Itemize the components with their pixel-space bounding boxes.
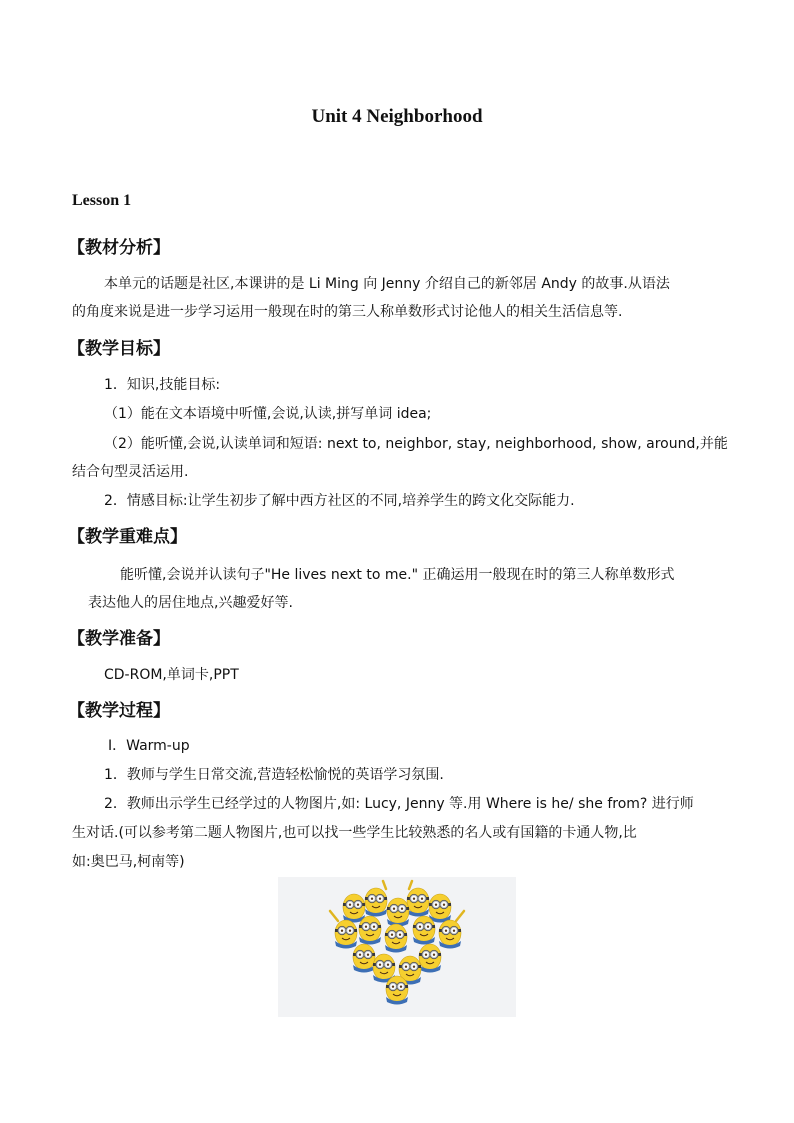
paragraph-line: （1）能在文本语境中听懂,会说,认读,拼写单词 idea; — [104, 406, 432, 422]
page-title: Unit 4 Neighborhood — [311, 106, 483, 127]
paragraph-line: 1．教师与学生日常交流,营造轻松愉悦的英语学习氛围. — [104, 767, 444, 783]
paragraph-line: （2）能听懂,会说,认读单词和短语: next to, neighbor, stay, neighborhood, show, around,并能 — [104, 436, 728, 452]
paragraph-line: 结合句型灵活运用. — [72, 464, 189, 480]
section-heading-preparation: 【教学准备】 — [68, 629, 170, 649]
paragraph-line: 能听懂,会说并认读句子"He lives next to me." 正确运用一般现在时的第三人称单数形式 — [120, 567, 675, 583]
paragraph-line: 本单元的话题是社区,本课讲的是 Li Ming 向 Jenny 介绍自己的新邻居 Andy 的故事.从语法 — [104, 276, 670, 292]
paragraph-line: Ⅰ．Warm-up — [108, 738, 190, 754]
paragraph-line: 表达他人的居住地点,兴趣爱好等. — [88, 595, 293, 611]
minions-illustration — [278, 877, 516, 1017]
section-heading-process: 【教学过程】 — [68, 701, 170, 721]
paragraph-line: CD-ROM,单词卡,PPT — [104, 667, 239, 683]
paragraph-line: 2．情感目标:让学生初步了解中西方社区的不同,培养学生的跨文化交际能力. — [104, 493, 575, 509]
section-heading-key-points: 【教学重难点】 — [68, 527, 187, 547]
section-heading-analysis: 【教材分析】 — [68, 238, 170, 258]
lesson-heading: Lesson 1 — [72, 192, 132, 209]
paragraph-line: 2．教师出示学生已经学过的人物图片,如: Lucy, Jenny 等.用 Where is he/ she from? 进行师 — [104, 796, 694, 812]
section-heading-objectives: 【教学目标】 — [68, 339, 170, 359]
minions-heart-icon — [278, 877, 516, 1017]
paragraph-line: 生对话.(可以参考第二题人物图片,也可以找一些学生比较熟悉的名人或有国籍的卡通人物,比 — [72, 825, 637, 841]
paragraph-line: 1．知识,技能目标: — [104, 377, 221, 393]
paragraph-line: 的角度来说是进一步学习运用一般现在时的第三人称单数形式讨论他人的相关生活信息等. — [72, 304, 623, 320]
paragraph-line: 如:奥巴马,柯南等) — [72, 854, 185, 870]
